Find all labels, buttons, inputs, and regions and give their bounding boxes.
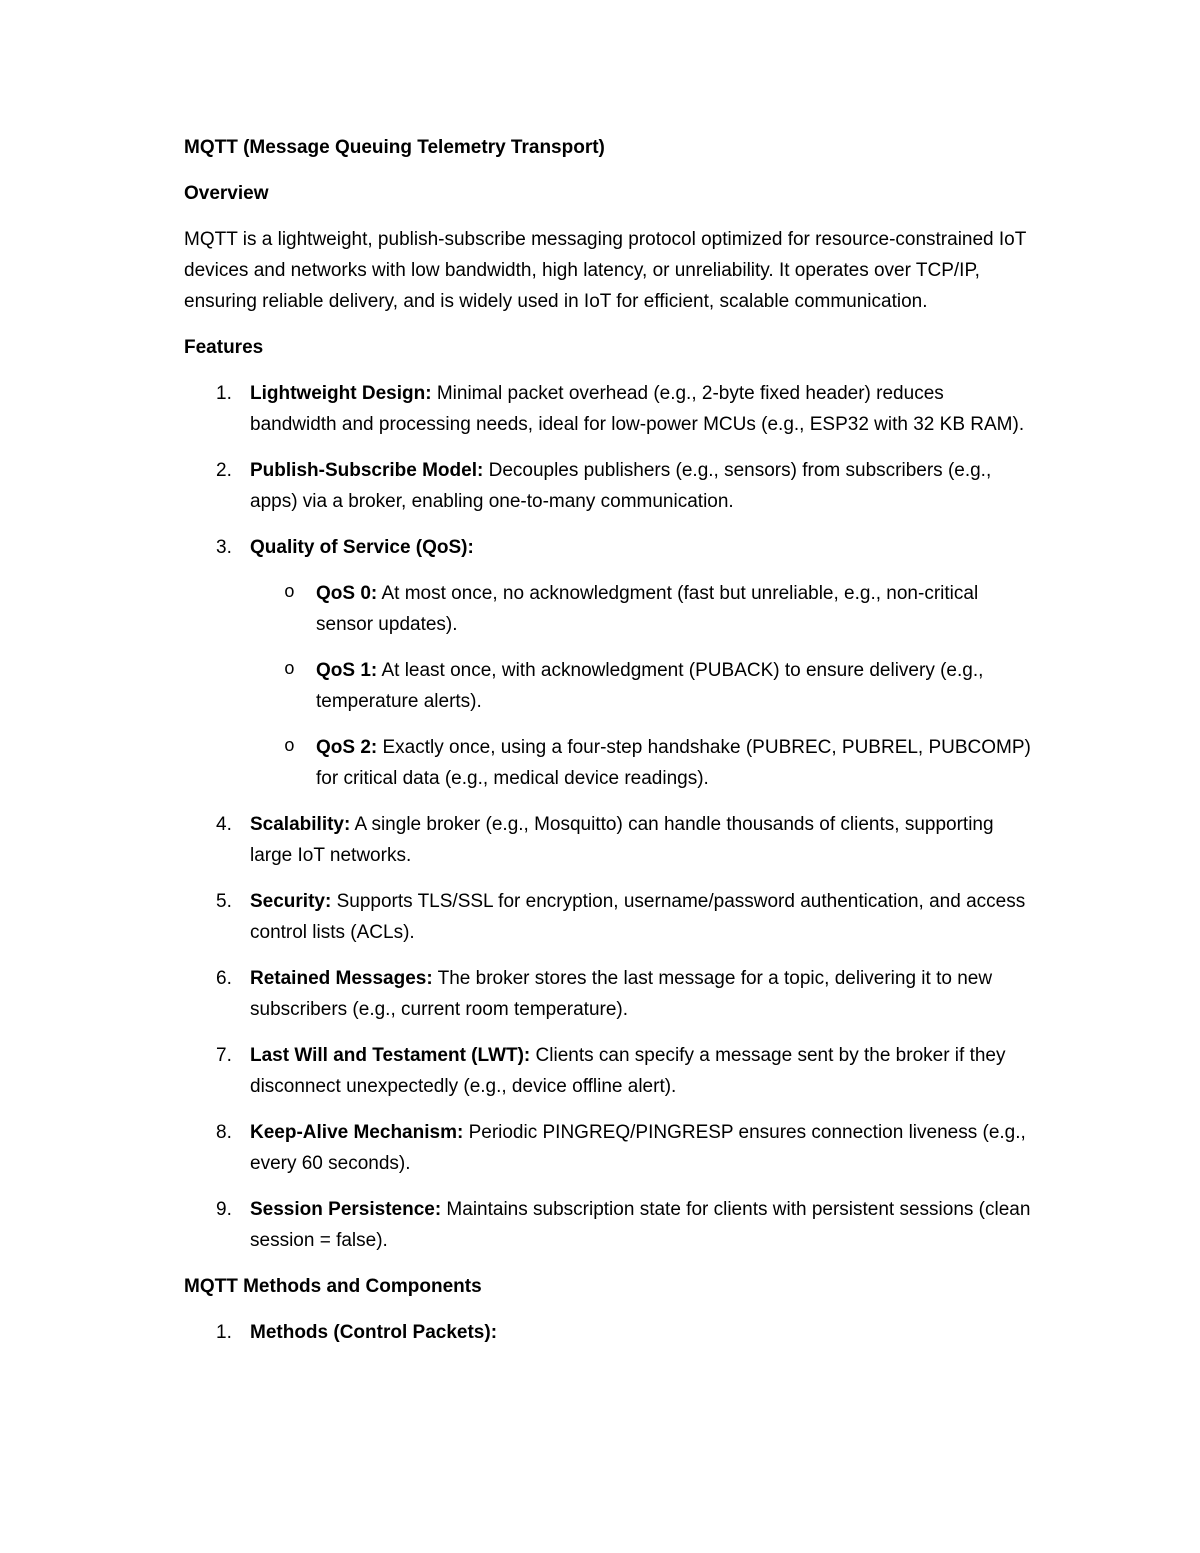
feature-item <box>184 532 1034 794</box>
feature-text: Clients can specify a message sent by the broker if they disconnect unexpectedly (e.g., device offline alert). <box>250 1045 1006 1097</box>
list-number: 2. <box>216 460 232 481</box>
feature-term: Scalability: <box>250 814 351 835</box>
features-list <box>184 378 1034 1256</box>
feature-text: The broker stores the last message for a topic, delivering it to new subscribers (e.g., current room temperature). <box>250 968 993 1020</box>
feature-term: Quality of Service (QoS): <box>250 537 474 558</box>
document-body <box>184 132 1034 1363</box>
list-number: 6. <box>216 968 232 989</box>
qos-text: Exactly once, using a four-step handshake (PUBREC, PUBREL, PUBCOMP) for critical data (e.g., medical device readings). <box>316 737 1031 789</box>
feature-text: Decouples publishers (e.g., sensors) from subscribers (e.g., apps) via a broker, enabling one-to-many communication. <box>250 460 992 512</box>
qos-text: At least once, with acknowledgment (PUBACK) to ensure delivery (e.g., temperature alerts). <box>316 660 984 712</box>
feature-term: Publish-Subscribe Model: <box>250 460 484 481</box>
feature-item <box>184 1040 1034 1102</box>
feature-item <box>184 809 1034 871</box>
feature-item <box>184 1194 1034 1256</box>
feature-text: Minimal packet overhead (e.g., 2-byte fixed header) reduces bandwidth and processing needs, ideal for low-power MCUs (e.g., ESP32 with 32 KB RAM). <box>250 383 1025 435</box>
list-number: 1. <box>216 1322 232 1343</box>
feature-text: Supports TLS/SSL for encryption, username/password authentication, and access control lists (ACLs). <box>250 891 1026 943</box>
qos-term: QoS 1: <box>316 660 378 681</box>
bullet-glyph: o <box>284 660 295 680</box>
qos-term: QoS 2: <box>316 737 378 758</box>
qos-term: QoS 0: <box>316 583 378 604</box>
list-number: 4. <box>216 814 232 835</box>
method-term: Methods (Control Packets): <box>250 1322 498 1343</box>
list-number: 8. <box>216 1122 232 1143</box>
feature-item <box>184 1117 1034 1179</box>
methods-list <box>184 1317 1034 1348</box>
qos-item <box>250 655 1034 717</box>
feature-text: A single broker (e.g., Mosquitto) can handle thousands of clients, supporting large IoT networks. <box>250 814 994 866</box>
feature-term: Session Persistence: <box>250 1199 442 1220</box>
list-number: 7. <box>216 1045 232 1066</box>
list-number: 5. <box>216 891 232 912</box>
features-heading: Features <box>184 337 264 358</box>
feature-term: Keep-Alive Mechanism: <box>250 1122 464 1143</box>
method-item <box>184 1317 1034 1348</box>
feature-term: Security: <box>250 891 332 912</box>
feature-item <box>184 455 1034 517</box>
qos-list <box>250 578 1034 794</box>
methods-heading: MQTT Methods and Components <box>184 1276 482 1297</box>
qos-item <box>250 578 1034 640</box>
list-number: 1. <box>216 383 232 404</box>
feature-item <box>184 378 1034 440</box>
document-title: MQTT (Message Queuing Telemetry Transport) <box>184 137 605 158</box>
qos-item <box>250 732 1034 794</box>
bullet-glyph: o <box>284 737 295 757</box>
feature-text: Periodic PINGREQ/PINGRESP ensures connection liveness (e.g., every 60 seconds). <box>250 1122 1026 1174</box>
overview-paragraph: MQTT is a lightweight, publish-subscribe messaging protocol optimized for resource-constrained IoT devices and networks with low bandwidth, high latency, or unreliability. It operates over TCP/IP, ensuring reliable delivery, and is widely used in IoT for efficient, scalable communication. <box>184 229 1027 312</box>
feature-text: Maintains subscription state for clients with persistent sessions (clean session = false). <box>250 1199 1031 1251</box>
feature-item <box>184 886 1034 948</box>
list-number: 9. <box>216 1199 232 1220</box>
overview-heading: Overview <box>184 183 269 204</box>
qos-text: At most once, no acknowledgment (fast but unreliable, e.g., non-critical sensor updates). <box>316 583 979 635</box>
feature-item <box>184 963 1034 1025</box>
feature-term: Lightweight Design: <box>250 383 432 404</box>
feature-term: Retained Messages: <box>250 968 433 989</box>
list-number: 3. <box>216 537 232 558</box>
bullet-glyph: o <box>284 583 295 603</box>
feature-term: Last Will and Testament (LWT): <box>250 1045 531 1066</box>
